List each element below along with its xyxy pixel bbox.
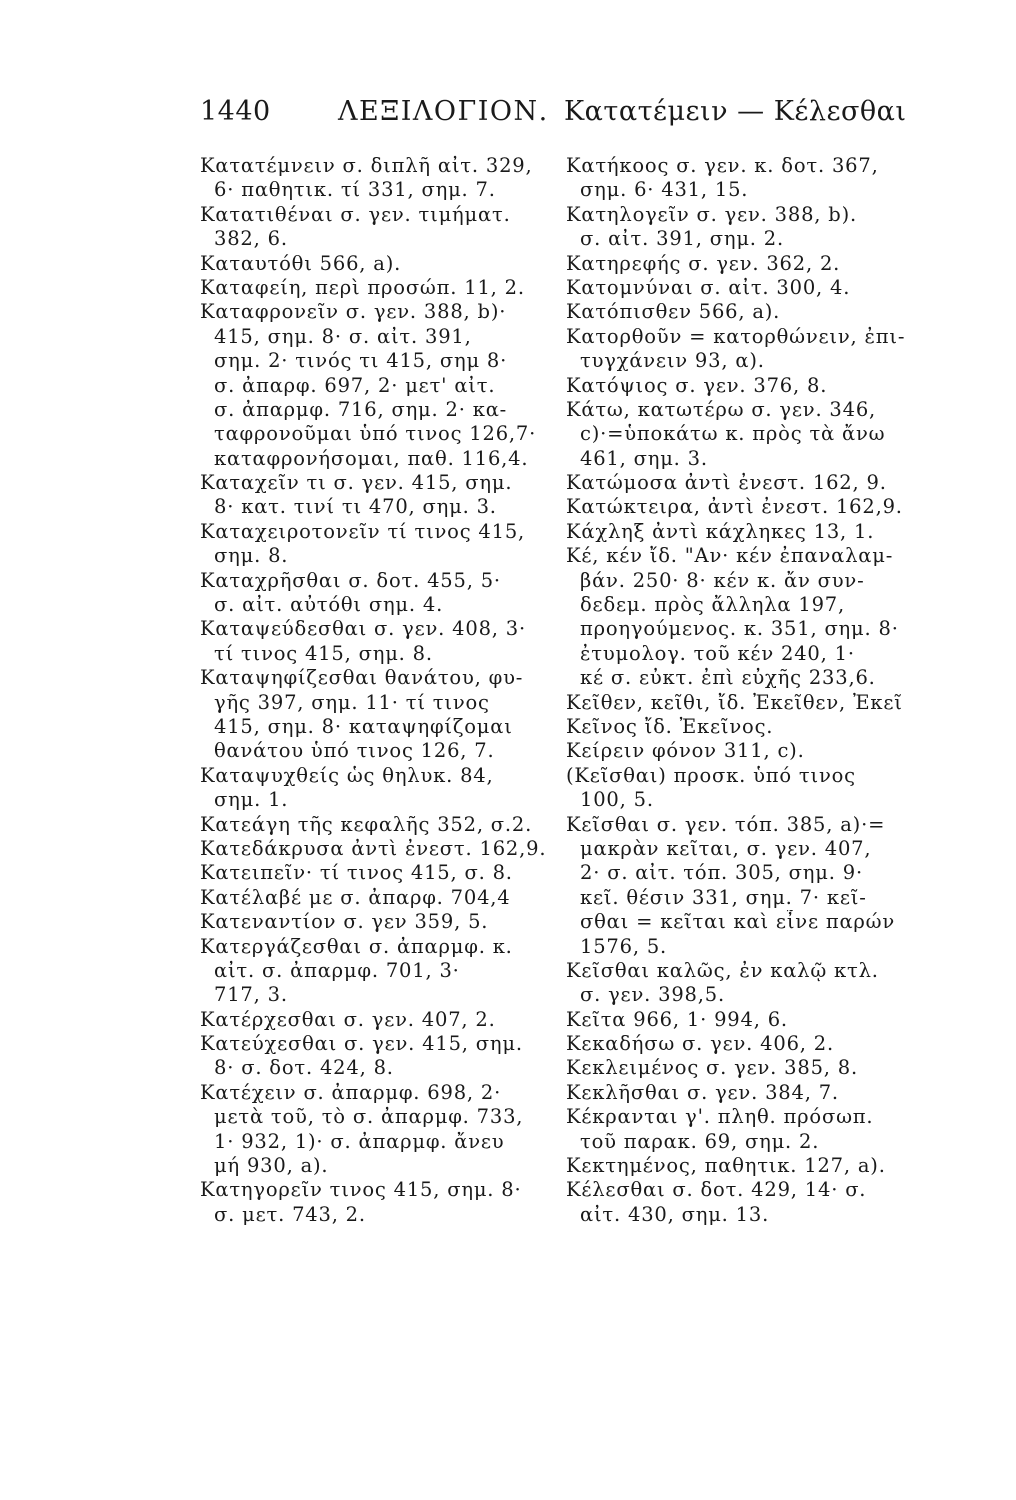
entry-line: γῆς 397, σημ. 11· τί τινος — [214, 690, 490, 714]
entry-line: κεῖ. θέσιν 331, σημ. 7· κεῖ- — [580, 885, 867, 909]
entry-line: βάν. 250· 8· κέν κ. ἄν συν- — [580, 568, 865, 592]
entry-line: Κατομνύναι σ. αἰτ. 300, 4. — [566, 275, 851, 299]
entry-line: Κέκρανται γ'. πληθ. πρόσωπ. — [566, 1105, 874, 1129]
entry-line: σημ. 6· 431, 15. — [580, 178, 749, 202]
entry-line: Καταψεύδεσθαι σ. γεν. 408, 3· — [200, 617, 526, 641]
entry-line: Κεκλειμένος σ. γεν. 385, 8. — [566, 1056, 858, 1080]
headword-range: Κατατέμειν — Κέλεσθαι — [564, 96, 907, 127]
entry-line: Κατηγορεῖν τινος 415, σημ. 8· — [200, 1178, 522, 1202]
entry-line: c)·=ὑποκάτω κ. πρὸς τὰ ἄνω — [580, 422, 886, 446]
entry-line: Κατεργάζεσθαι σ. ἀπαρμφ. κ. — [200, 934, 513, 958]
entry-line: 415, σημ. 8· σ. αἰτ. 391, — [214, 324, 472, 348]
entry-line: Κείρειν φόνον 311, c). — [566, 739, 805, 763]
entry-line: Κάτω, κατωτέρω σ. γεν. 346, — [566, 397, 877, 421]
entry-line: 415, σημ. 8· καταψηφίζομαι — [214, 714, 513, 738]
entry-line: 2· σ. αἰτ. τόπ. 305, σημ. 9· — [580, 861, 863, 885]
entry-line: θανάτου ὑπό τινος 126, 7. — [214, 739, 495, 763]
entry-line: Κεῖσθαι καλῶς, ἐν καλῷ κτλ. — [566, 958, 879, 982]
entry-line: Καταψηφίζεσθαι θανάτου, φυ- — [200, 666, 524, 690]
entry-line: τί τινος 415, σημ. 8. — [214, 641, 433, 665]
entry-line: τυγχάνειν 93, α). — [580, 349, 765, 373]
entry-line: Καταφείη, περὶ προσώπ. 11, 2. — [200, 275, 525, 299]
entry-line: Κατηρεφής σ. γεν. 362, 2. — [566, 251, 841, 275]
entry-line: 8· κατ. τινί τι 470, σημ. 3. — [214, 495, 497, 519]
entry-line: αἰτ. 430, σημ. 13. — [580, 1202, 770, 1226]
entry-line: Κατηλογεῖν σ. γεν. 388, b). — [566, 202, 857, 226]
entry-line: Κεῖνος ἴδ. Ἐκεῖνος. — [566, 714, 774, 738]
entry-line: Καταυτόθι 566, a). — [200, 251, 402, 275]
entry-line: κέ σ. εὐκτ. ἐπὶ εὐχῆς 233,6. — [580, 666, 876, 690]
entry-line: 1· 932, 1)· σ. ἀπαρμφ. ἄνευ — [214, 1129, 505, 1153]
entry-line: σ. αἰτ. αὐτόθι σημ. 4. — [214, 593, 444, 617]
entry-line: 461, σημ. 3. — [580, 446, 708, 470]
entry-line: σ. ἀπαρμφ. 716, σημ. 2· κα- — [214, 397, 508, 421]
entry-line: σθαι = κεῖται καὶ εἶνε παρών — [580, 910, 896, 934]
entry-line: Κατεδάκρυσα ἀντὶ ἐνεστ. 162,9. — [200, 836, 547, 860]
entry-line: Κατεναντίον σ. γεν 359, 5. — [200, 910, 489, 934]
entry-line: Καταχρῆσθαι σ. δοτ. 455, 5· — [200, 568, 501, 592]
entry-line: Κατειπεῖν· τί τινος 415, σ. 8. — [200, 861, 513, 885]
entry-line: Κατώκτειρα, ἀντὶ ἐνεστ. 162,9. — [566, 495, 903, 519]
entry-line: 382, 6. — [214, 227, 288, 251]
entry-line: αἰτ. σ. ἀπαρμφ. 701, 3· — [214, 958, 460, 982]
entry-line: Κάχληξ ἀντὶ κάχληκες 13, 1. — [566, 519, 875, 543]
entry-line: Κατέχειν σ. ἀπαρμφ. 698, 2· — [200, 1080, 502, 1104]
entry-line: σημ. 8. — [214, 544, 289, 568]
entry-line: σ. μετ. 743, 2. — [214, 1202, 366, 1226]
entry-line: (Κεῖσθαι) προσκ. ὑπό τινος — [566, 763, 856, 787]
entry-line: δεδεμ. πρὸς ἄλληλα 197, — [580, 593, 846, 617]
entry-line: Κατόψιος σ. γεν. 376, 8. — [566, 373, 828, 397]
entry-line: Κεκλῆσθαι σ. γεν. 384, 7. — [566, 1080, 839, 1104]
entry-line: ἐτυμολογ. τοῦ κέν 240, 1· — [580, 641, 855, 665]
entry-line: 1576, 5. — [580, 934, 668, 958]
entry-line: σ. αἰτ. 391, σημ. 2. — [580, 227, 784, 251]
entry-line: Κεκαδήσω σ. γεν. 406, 2. — [566, 1032, 834, 1056]
entry-line: Κεῖθεν, κεῖθι, ἴδ. Ἐκεῖθεν, Ἐκεῖ — [566, 690, 903, 714]
entry-line: 717, 3. — [214, 983, 288, 1007]
entry-line: μακρὰν κεῖται, σ. γεν. 407, — [580, 836, 872, 860]
entry-line: Κατορθοῦν = κατορθώνειν, ἐπι- — [566, 324, 906, 348]
page-header — [200, 96, 980, 136]
entry-line: Καταχειροτονεῖν τί τινος 415, — [200, 519, 526, 543]
entry-line: σημ. 1. — [214, 788, 289, 812]
page-number: 1440 — [200, 96, 271, 127]
left-column — [200, 154, 552, 1227]
entry-line: Κατατέμνειν σ. διπλῆ αἰτ. 329, — [200, 154, 533, 177]
entry-line: Καταχεῖν τι σ. γεν. 415, σημ. — [200, 471, 513, 495]
entry-line: σ. γεν. 398,5. — [580, 983, 725, 1007]
entry-line: Κατήκοος σ. γεν. κ. δοτ. 367, — [566, 154, 879, 177]
entry-line: 6· παθητικ. τί 331, σημ. 7. — [214, 178, 496, 202]
entry-line: σημ. 2· τινός τι 415, σημ 8· — [214, 349, 508, 373]
entry-line: Καταφρονεῖν σ. γεν. 388, b)· — [200, 300, 507, 324]
entry-line: Κατεύχεσθαι σ. γεν. 415, σημ. — [200, 1032, 523, 1056]
entry-line: Κεῖσθαι σ. γεν. τόπ. 385, a)·= — [566, 812, 886, 836]
page-title: ΛΕΞΙΛΟΓΙΟΝ. — [338, 96, 549, 127]
entry-line: προηγούμενος. κ. 351, σημ. 8· — [580, 617, 899, 641]
entry-line: 100, 5. — [580, 788, 654, 812]
entry-line: Κέλεσθαι σ. δοτ. 429, 14· σ. — [566, 1178, 867, 1202]
entry-line: Κατώμοσα ἀντὶ ἐνεστ. 162, 9. — [566, 471, 887, 495]
entry-line: Κατέρχεσθαι σ. γεν. 407, 2. — [200, 1007, 496, 1031]
entry-line: καταφρονήσομαι, παθ. 116,4. — [214, 446, 529, 470]
entry-line: Κεκτημένος, παθητικ. 127, a). — [566, 1154, 886, 1178]
entry-line: τοῦ παρακ. 69, σημ. 2. — [580, 1129, 820, 1153]
entry-line: Καταψυχθείς ὡς θηλυκ. 84, — [200, 763, 494, 787]
entry-line: σ. ἀπαρφ. 697, 2· μετ' αἰτ. — [214, 373, 496, 397]
entry-line: ταφρονοῦμαι ὑπό τινος 126,7· — [214, 422, 537, 446]
entry-line: Κατέλαβέ με σ. ἀπαρφ. 704,4 — [200, 885, 511, 909]
entry-line: 8· σ. δοτ. 424, 8. — [214, 1056, 394, 1080]
entry-line: μετὰ τοῦ, τὸ σ. ἀπαρμφ. 733, — [214, 1105, 524, 1129]
entry-line: Κεῖτα 966, 1· 994, 6. — [566, 1007, 788, 1031]
right-column — [566, 154, 922, 1227]
entry-line: Κατόπισθεν 566, a). — [566, 300, 781, 324]
entry-line: μή 930, a). — [214, 1154, 329, 1178]
entry-line: Κατατιθέναι σ. γεν. τιμήματ. — [200, 202, 511, 226]
entry-line: Κέ, κέν ἴδ. "Αν· κέν ἐπαναλαμ- — [566, 544, 894, 568]
entry-line: Κατεάγη τῆς κεφαλῆς 352, σ.2. — [200, 812, 533, 836]
